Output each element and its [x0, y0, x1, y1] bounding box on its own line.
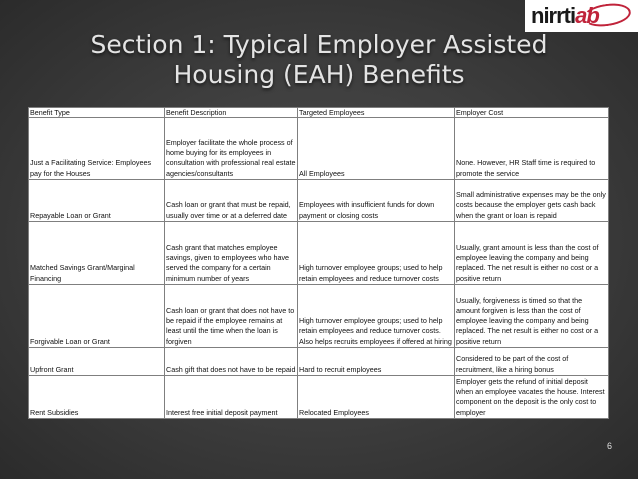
- cell-benefit-description: Cash gift that does not have to be repaid: [165, 348, 298, 376]
- cell-targeted-employees: Hard to recruit employees: [298, 348, 455, 376]
- nirrti-logo: nirrtiab: [531, 3, 599, 28]
- header-employer-cost: Employer Cost: [455, 108, 609, 118]
- cell-employer-cost: Employer gets the refund of initial deposit when an employee vacates the house. Interest component on the deposit is the only cost to employer: [455, 376, 609, 419]
- cell-benefit-description: Cash loan or grant that does not have to be repaid if the employee remains at least until the time when the loan is forgiven: [165, 285, 298, 348]
- table-row: [29, 285, 609, 348]
- benefits-table: [28, 107, 609, 419]
- slide-title: [0, 30, 638, 90]
- page-number: 6: [606, 441, 612, 451]
- cell-employer-cost: Usually, grant amount is less than the cost of employee leaving the company and being replaced. The net result is either no cost or a positive return: [455, 222, 609, 285]
- cell-employer-cost: Usually, forgiveness is timed so that the amount forgiven is less than the cost of employee leaving the company and being replaced. The net result is either no cost or a positive return: [455, 285, 609, 348]
- table-row: [29, 348, 609, 376]
- cell-employer-cost: Considered to be part of the cost of recruitment, like a hiring bonus: [455, 348, 609, 376]
- cell-employer-cost: None. However, HR Staff time is required to promote the service: [455, 118, 609, 180]
- cell-benefit-type: Just a Facilitating Service: Employees pay for the Houses: [29, 118, 165, 180]
- table-header-row: [29, 108, 609, 118]
- cell-targeted-employees: Relocated Employees: [298, 376, 455, 419]
- cell-targeted-employees: All Employees: [298, 118, 455, 180]
- cell-benefit-description: Cash loan or grant that must be repaid, usually over time or at a deferred date: [165, 180, 298, 222]
- cell-employer-cost: Small administrative expenses may be the only costs because the employer gets cash back when the grant or loan is repaid: [455, 180, 609, 222]
- table-row: [29, 180, 609, 222]
- cell-targeted-employees: Employees with insufficient funds for down payment or closing costs: [298, 180, 455, 222]
- header-benefit-description: Benefit Description: [165, 108, 298, 118]
- table-row: [29, 222, 609, 285]
- cell-benefit-type: Rent Subsidies: [29, 376, 165, 419]
- table-row: [29, 118, 609, 180]
- cell-benefit-type: Upfront Grant: [29, 348, 165, 376]
- cell-benefit-description: Cash grant that matches employee savings, given to employees who have served the company for a certain minimum number of years: [165, 222, 298, 285]
- title-line-1: Section 1: Typical Employer Assisted: [90, 30, 548, 59]
- logo-container: [525, 0, 638, 32]
- header-benefit-type: Benefit Type: [29, 108, 165, 118]
- cell-benefit-description: Employer facilitate the whole process of home buying for its employees in consultation with professional real estate agencies/consultants: [165, 118, 298, 180]
- cell-benefit-description: Interest free initial deposit payment: [165, 376, 298, 419]
- cell-benefit-type: Matched Savings Grant/Marginal Financing: [29, 222, 165, 285]
- cell-benefit-type: Forgivable Loan or Grant: [29, 285, 165, 348]
- table-row: [29, 376, 609, 419]
- title-line-2: Housing (EAH) Benefits: [173, 60, 465, 89]
- header-targeted-employees: Targeted Employees: [298, 108, 455, 118]
- cell-benefit-type: Repayable Loan or Grant: [29, 180, 165, 222]
- cell-targeted-employees: High turnover employee groups; used to help retain employees and reduce turnover costs. Also helps recruits employees if offered at hiring: [298, 285, 455, 348]
- cell-targeted-employees: High turnover employee groups; used to help retain employees and reduce turnover costs: [298, 222, 455, 285]
